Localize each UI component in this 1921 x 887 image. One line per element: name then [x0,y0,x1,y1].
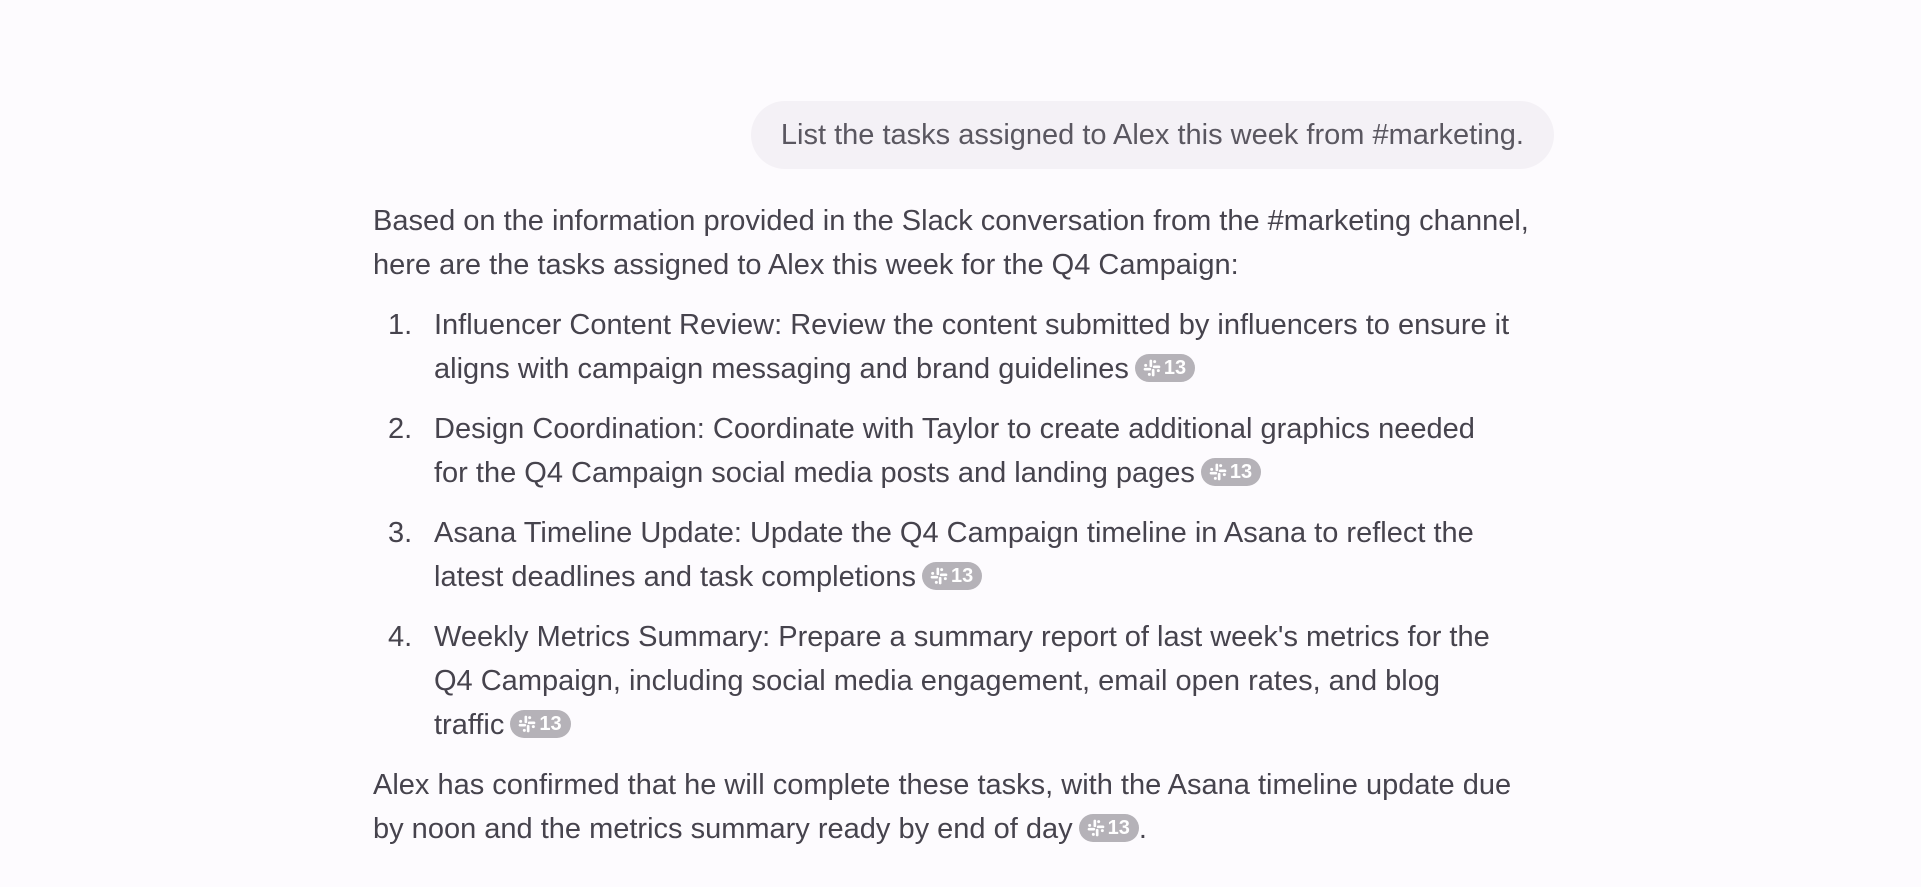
task-item-2 [373,407,1533,495]
task-number: 3. [388,517,413,549]
task-text-wrapper [434,407,1533,495]
citation-chip[interactable] [1135,354,1195,382]
task-number: 2. [388,413,413,445]
task-list [373,303,1533,747]
citation-chip[interactable] [1201,458,1261,486]
user-message-row [751,101,1554,169]
citation-chip[interactable] [510,710,570,738]
task-text: Asana Timeline Update: Update the Q4 Campaign timeline in Asana to reflect the latest deadlines and task completions [434,517,1474,593]
citation-count: 13 [539,713,562,736]
citation-chip[interactable] [922,562,982,590]
closing-text: Alex has confirmed that he will complete these tasks, with the Asana timeline update due by noon and the metrics summary ready by end of day [373,769,1512,845]
task-number: 1. [388,309,413,341]
assistant-response [373,199,1533,851]
task-text: Influencer Content Review: Review the content submitted by influencers to ensure it aligns with campaign messaging and brand guidelines [434,309,1510,385]
user-message-text: List the tasks assigned to Alex this week from #marketing. [780,118,1524,151]
slack-icon [1208,462,1228,482]
task-text: Design Coordination: Coordinate with Taylor to create additional graphics needed for the Q4 Campaign social media posts and landing pages [434,413,1475,489]
task-text-wrapper [434,303,1533,391]
task-text-wrapper [434,615,1533,747]
slack-icon [1086,818,1106,838]
user-message-bubble [751,101,1554,169]
closing-punctuation: . [1138,813,1147,845]
citation-count: 13 [951,565,974,588]
task-item-4 [373,615,1533,747]
slack-icon [929,566,949,586]
task-text-wrapper [434,511,1533,599]
task-number: 4. [388,621,413,653]
response-intro: Based on the information provided in the Slack conversation from the #marketing channel, here are the tasks assigned to Alex this week for the Q4 Campaign: [373,205,1529,281]
slack-icon [517,714,537,734]
response-closing [373,763,1533,851]
task-text: Weekly Metrics Summary: Prepare a summary report of last week's metrics for the Q4 Campaign, including social media engagement, email open rates, and blog traffic [434,621,1490,741]
slack-icon [1142,358,1162,378]
citation-count: 13 [1163,357,1187,380]
task-item-3 [373,511,1533,599]
citation-count: 13 [1107,817,1130,840]
citation-count: 13 [1229,461,1253,484]
task-item-1 [373,303,1533,391]
citation-chip[interactable] [1079,814,1139,842]
